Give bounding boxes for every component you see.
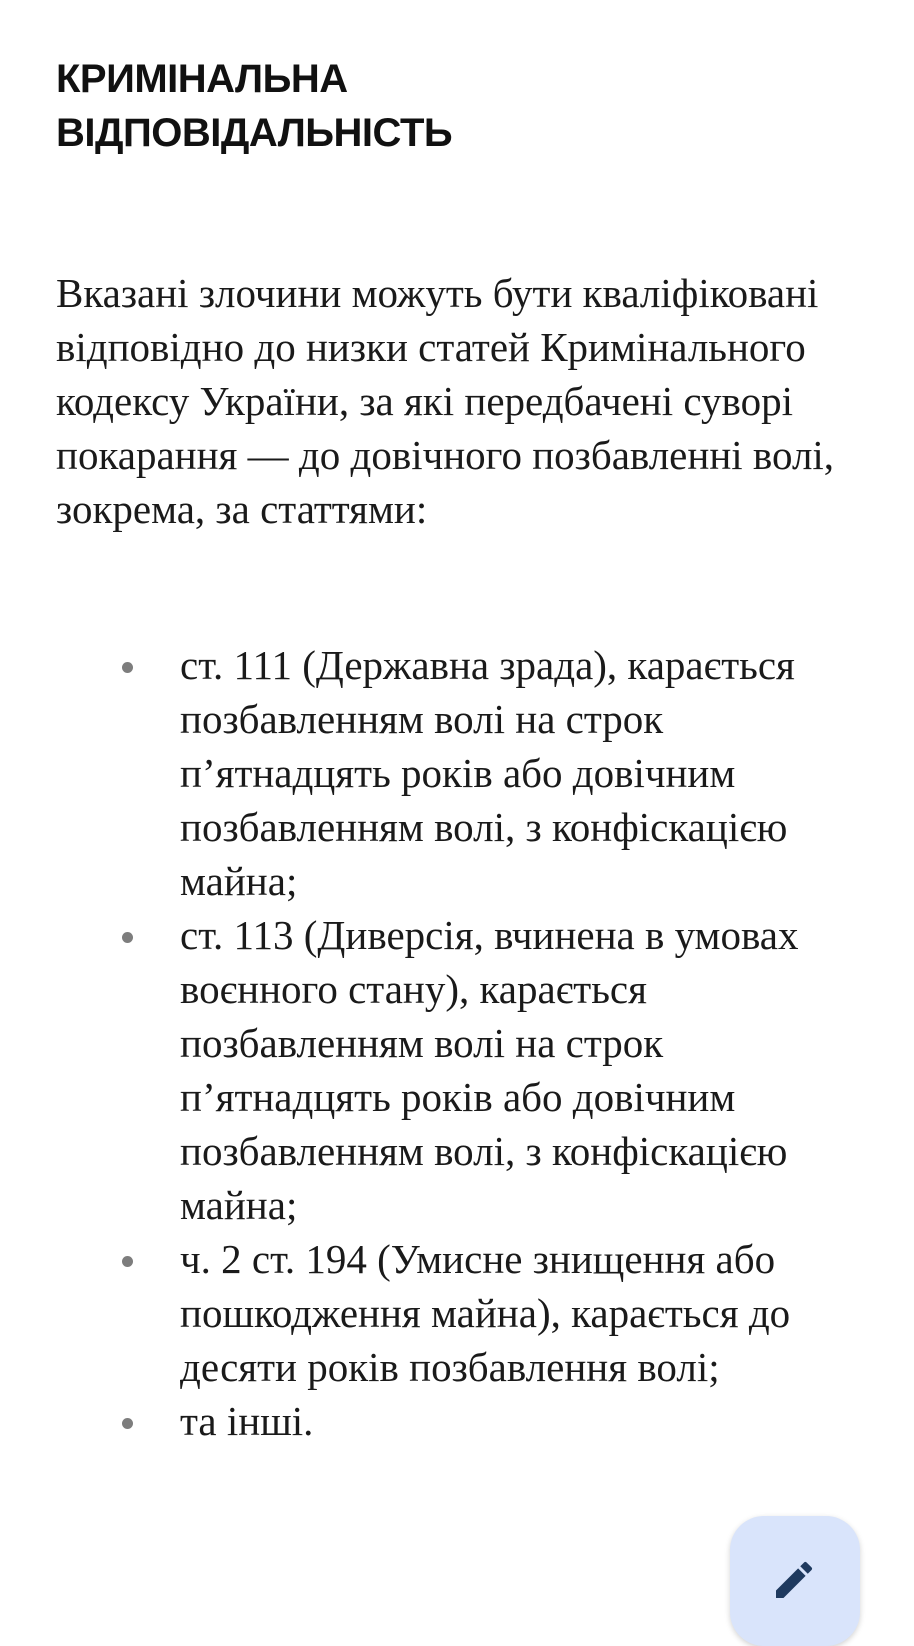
bullet-icon bbox=[122, 1418, 133, 1429]
bullet-icon bbox=[122, 1256, 133, 1267]
list-item-art-111 bbox=[56, 638, 876, 908]
bullet-icon bbox=[122, 662, 133, 673]
articles-list bbox=[56, 638, 876, 1448]
section-title-line-2: ВІДПОВІДАЛЬНІСТЬ bbox=[56, 111, 453, 155]
bullet-icon bbox=[122, 932, 133, 943]
list-item-text: та інші. bbox=[180, 1398, 314, 1444]
list-item-art-113 bbox=[56, 908, 876, 1232]
list-item-text: ст. 111 (Державна зрада), карається позбавленням волі на строк п’ятнадцять років або довічним позбавленням волі, з конфіскацією майна; bbox=[180, 642, 795, 904]
edit-fab-button[interactable] bbox=[730, 1516, 860, 1646]
list-item-others bbox=[56, 1394, 876, 1448]
list-item-text: ст. 113 (Диверсія, вчинена в умовах воєнного стану), карається позбавленням волі на строк п’ятнадцять років або довічним позбавленням волі, з конфіскацією майна; bbox=[180, 912, 799, 1228]
list-item-art-194 bbox=[56, 1232, 876, 1394]
section-title-line-1: КРИМІНАЛЬНА bbox=[56, 57, 348, 101]
list-item-text: ч. 2 ст. 194 (Умисне знищення або пошкодження майна), карається до десяти років позбавлення волі; bbox=[180, 1236, 791, 1390]
intro-paragraph: Вказані злочини можуть бути кваліфіковані відповідно до низки статей Кримінального кодексу України, за які передбачені суворі покарання — до довічного позбавленні волі, зокрема, за статтями: bbox=[56, 270, 835, 532]
pencil-edit-icon bbox=[770, 1556, 818, 1604]
article-content bbox=[56, 52, 876, 1448]
section-title bbox=[56, 52, 876, 160]
